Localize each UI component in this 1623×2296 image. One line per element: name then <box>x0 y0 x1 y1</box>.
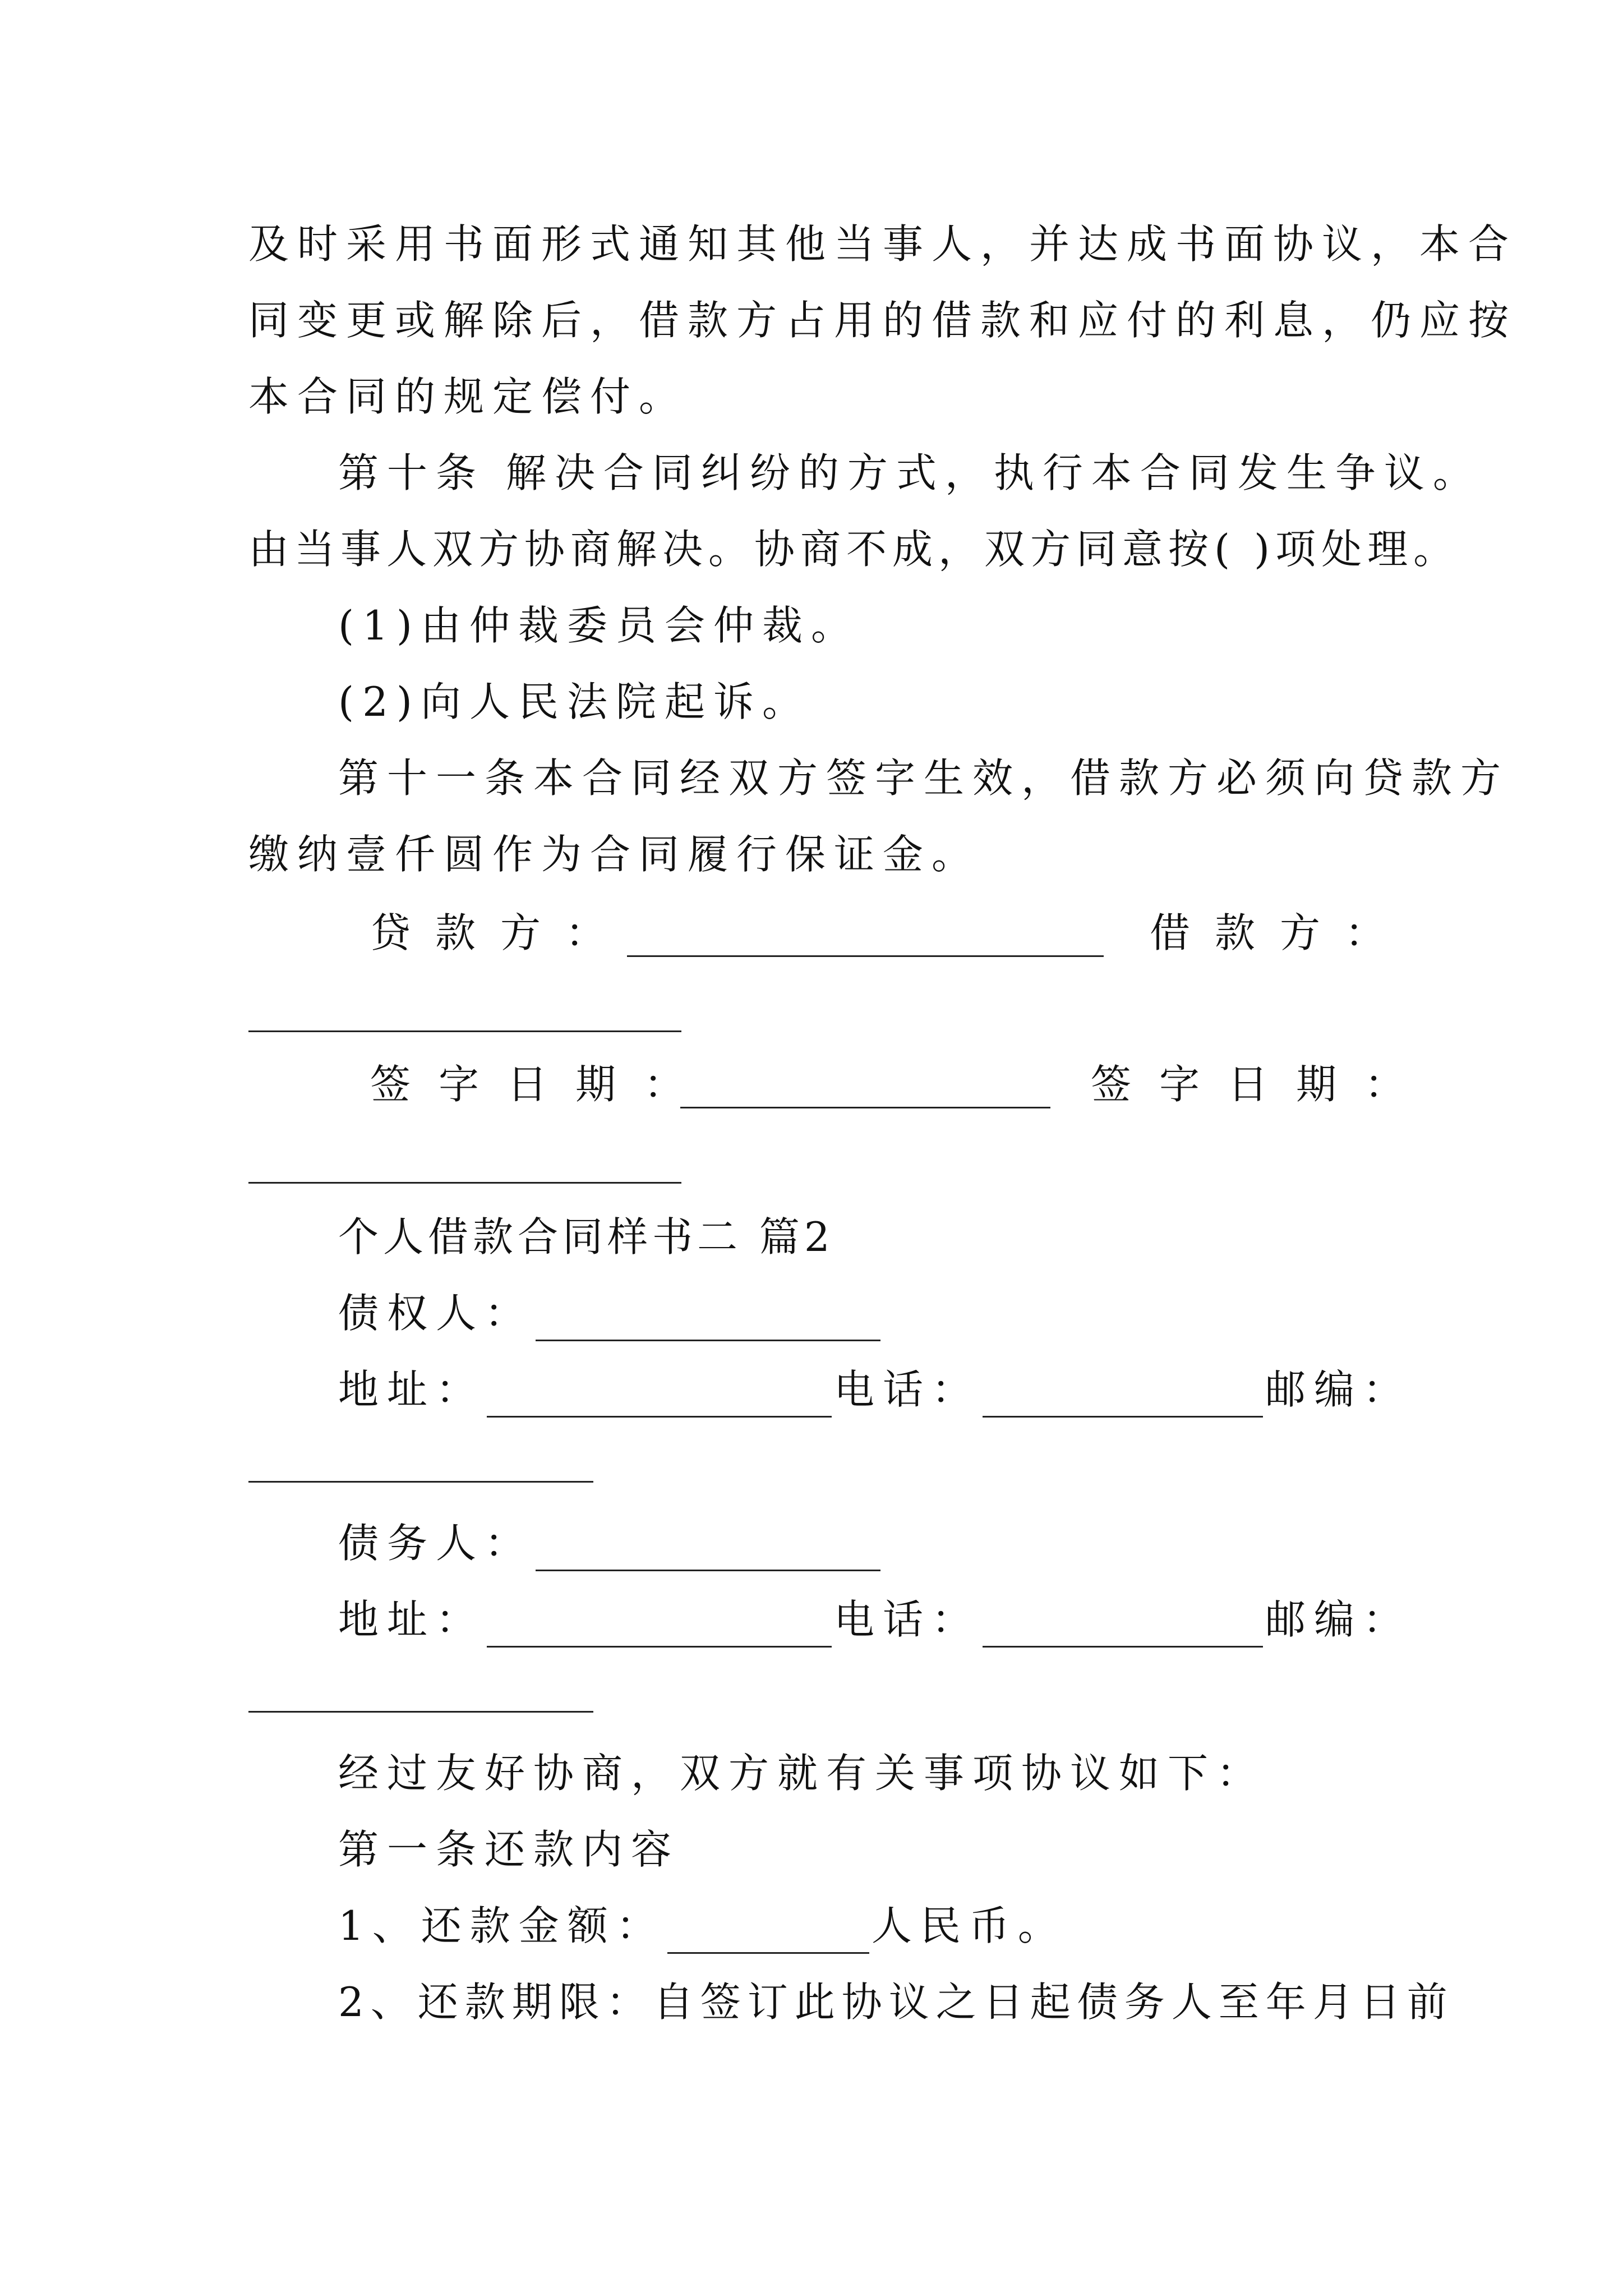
amount-fill-line <box>667 1913 869 1954</box>
option-2: (2)向人民法院起诉。 <box>338 678 811 725</box>
address-label: 地址： <box>338 1596 485 1643</box>
postcode-label: 邮编： <box>1265 1366 1412 1413</box>
paragraph-line: 同变更或解除后，借款方占用的借款和应付的利息，仍应按 <box>248 297 1518 344</box>
address-fill-line <box>487 1607 832 1648</box>
lender-signature-line <box>627 955 1104 957</box>
postcode-fill-line <box>248 1711 593 1713</box>
repayment-amount-label: 1、还款金额： <box>338 1902 665 1949</box>
date-label-lender: 签字日期： <box>370 1061 713 1108</box>
option-1: (1)由仲裁委员会仲裁。 <box>338 602 860 649</box>
article-10-heading: 第十条 解决合同纠纷的方式，执行本合同发生争议。 <box>338 449 1482 496</box>
postcode-fill-line <box>248 1481 593 1483</box>
repayment-term-row: 2、还款期限：自签订此协议之日起债务人至年月日前 <box>338 1978 1454 2026</box>
borrower-label: 借款方： <box>1150 909 1410 956</box>
contract-2-title: 个人借款合同样书二 篇2 <box>338 1213 834 1260</box>
address-label: 地址： <box>338 1366 485 1413</box>
article-1-heading: 第一条还款内容 <box>338 1826 680 1873</box>
article-11-heading: 第十一条本合同经双方签字生效，借款方必须向贷款方 <box>338 754 1510 802</box>
debtor-address-row <box>338 1591 1412 1648</box>
address-fill-line <box>487 1377 832 1418</box>
phone-label: 电话： <box>834 1366 981 1413</box>
creditor-address-row <box>338 1361 1412 1418</box>
debtor-row <box>338 1515 883 1571</box>
currency-text: 人民币。 <box>871 1902 1067 1949</box>
creditor-fill-line <box>536 1300 880 1341</box>
postcode-label: 邮编： <box>1265 1596 1412 1643</box>
phone-fill-line <box>983 1607 1263 1648</box>
paragraph-line: 缴纳壹仟圆作为合同履行保证金。 <box>248 831 981 878</box>
paragraph-line: 由当事人双方协商解决。协商不成，双方同意按( )项处理。 <box>248 526 1460 573</box>
phone-label: 电话： <box>834 1596 981 1643</box>
debtor-fill-line <box>536 1530 880 1571</box>
debtor-label: 债务人： <box>338 1520 534 1567</box>
intro-text: 经过友好协商，双方就有关事项协议如下： <box>338 1750 1266 1797</box>
creditor-row <box>338 1285 883 1341</box>
lender-date-line <box>680 1107 1050 1108</box>
paragraph-line: 本合同的规定偿付。 <box>248 373 688 420</box>
repayment-amount-row <box>338 1898 1067 1954</box>
paragraph-line: 及时采用书面形式通知其他当事人，并达成书面协议，本合 <box>248 220 1518 268</box>
borrower-signature-line <box>248 1030 681 1032</box>
date-label-borrower: 签字日期： <box>1091 1061 1433 1108</box>
lender-label: 贷款方： <box>370 909 631 956</box>
creditor-label: 债权人： <box>338 1290 534 1337</box>
borrower-date-line <box>248 1182 681 1184</box>
phone-fill-line <box>983 1377 1263 1418</box>
